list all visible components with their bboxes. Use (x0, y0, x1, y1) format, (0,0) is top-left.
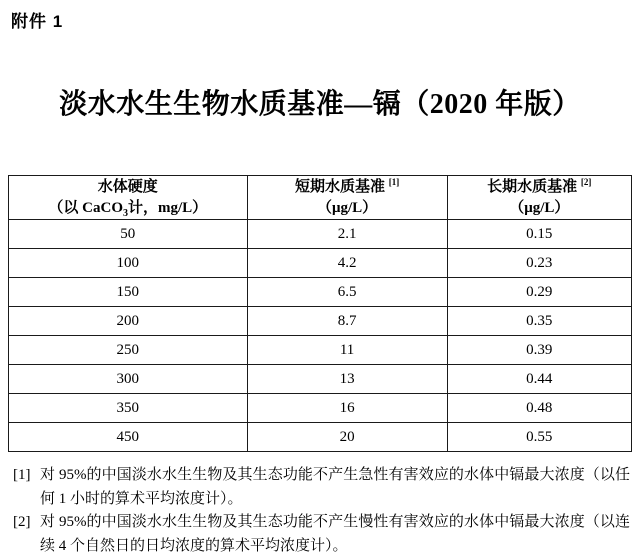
table-row (9, 365, 632, 394)
short-term-value: 4.2 (247, 249, 447, 278)
long-term-header-unit: （μg/L） (509, 199, 570, 216)
short-term-value: 20 (247, 423, 447, 452)
long-term-value: 0.55 (447, 423, 631, 452)
column-header-short-term (247, 176, 447, 220)
hardness-value: 250 (9, 336, 248, 365)
table-row (9, 249, 632, 278)
long-term-value: 0.48 (447, 394, 631, 423)
hardness-value: 50 (9, 220, 248, 249)
long-term-value: 0.29 (447, 278, 631, 307)
table-row (9, 307, 632, 336)
long-term-value: 0.35 (447, 307, 631, 336)
hardness-value: 450 (9, 423, 248, 452)
hardness-header-line1: 水体硬度 (97, 178, 158, 195)
short-term-value: 11 (247, 336, 447, 365)
footnote-2-ref: [2] (580, 176, 592, 187)
long-term-value: 0.23 (447, 249, 631, 278)
short-term-header-line1: 短期水质基准 [1] (294, 176, 400, 195)
attachment-label: 附件 1 (11, 12, 64, 31)
table-row (9, 394, 632, 423)
short-term-value: 2.1 (247, 220, 447, 249)
hardness-value: 300 (9, 365, 248, 394)
table-header-row (9, 176, 632, 220)
table-row (9, 336, 632, 365)
caco3-subscript: 3 (123, 207, 128, 219)
column-header-hardness (9, 176, 248, 220)
footnote-2 (13, 511, 630, 558)
long-term-value: 0.44 (447, 365, 631, 394)
long-term-header-line1: 长期水质基准 [2] (487, 176, 592, 195)
hardness-value: 100 (9, 249, 248, 278)
hardness-header-line2: （以 CaCO$_3$计，mg/L） (48, 199, 208, 219)
hardness-value: 350 (9, 394, 248, 423)
water-quality-criteria-table (8, 175, 632, 452)
footnote-1-marker: [1] (13, 467, 31, 483)
short-term-value: 16 (247, 394, 447, 423)
long-term-value: 0.39 (447, 336, 631, 365)
page-title: 淡水水生生物水质基准—镉（2020 年版） (59, 89, 581, 120)
footnote-1-ref: [1] (388, 176, 400, 187)
hardness-value: 150 (9, 278, 248, 307)
table-row (9, 220, 632, 249)
footnote-2-marker: [2] (13, 514, 31, 530)
footnote-2-text: 对 95%的中国淡水水生生物及其生态功能不产生慢性有害效应的水体中镉最大浓度（以连续 4 个自然日的日均浓度的算术平均浓度计）。 (40, 514, 630, 554)
short-term-value: 13 (247, 365, 447, 394)
short-term-header-unit: （μg/L） (316, 199, 378, 216)
table-row (9, 423, 632, 452)
footnote-1 (13, 464, 630, 511)
hardness-value: 200 (9, 307, 248, 336)
short-term-value: 8.7 (247, 307, 447, 336)
table-row (9, 278, 632, 307)
footnotes-section (13, 464, 630, 558)
footnote-1-text: 对 95%的中国淡水水生生物及其生态功能不产生急性有害效应的水体中镉最大浓度（以任何 1 小时的算术平均浓度计）。 (40, 467, 630, 507)
column-header-long-term (447, 176, 631, 220)
short-term-value: 6.5 (247, 278, 447, 307)
long-term-value: 0.15 (447, 220, 631, 249)
